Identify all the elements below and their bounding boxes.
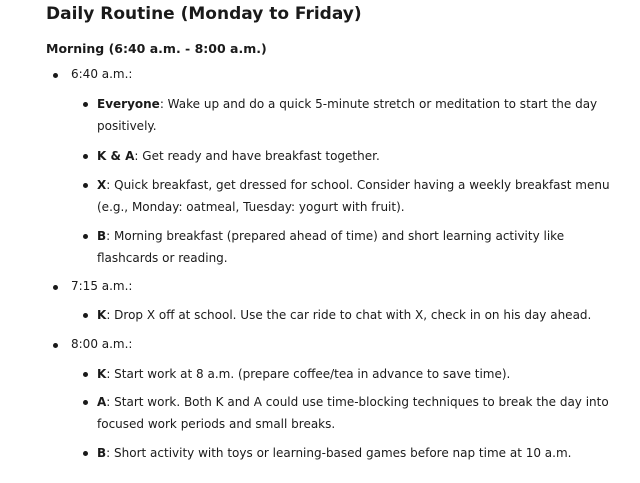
item-text: : Short activity with toys or learning-based games before nap time at 10 a.m. [106, 446, 572, 460]
page-title: Daily Routine (Monday to Friday) [46, 4, 362, 24]
item-text: : Get ready and have breakfast together. [134, 149, 380, 163]
bullet-dot [83, 451, 88, 456]
person-label: K [97, 367, 107, 381]
time-label: 8:00 a.m.: [71, 337, 133, 351]
section-heading: Morning (6:40 a.m. - 8:00 a.m.) [46, 41, 267, 56]
bullet-dot [53, 343, 58, 348]
list-item [97, 93, 617, 137]
list-item [97, 174, 617, 218]
person-label: X [97, 178, 107, 192]
bullet-dot [83, 400, 88, 405]
bullet-dot [83, 313, 88, 318]
bullet-dot [83, 102, 88, 107]
bullet-dot [83, 372, 88, 377]
item-text: : Start work at 8 a.m. (prepare coffee/tea in advance to save time). [106, 367, 511, 381]
list-item [97, 363, 617, 385]
bullet-dot [53, 73, 58, 78]
bullet-dot [83, 183, 88, 188]
person-label: B [97, 229, 107, 243]
person-label: K & A [97, 149, 135, 163]
person-label: A [97, 395, 107, 409]
person-label: Everyone [97, 97, 160, 111]
item-text: : Quick breakfast, get dressed for school. Consider having a weekly breakfast menu (e.g., Monday: oatmeal, Tuesday: yogurt with fruit). [97, 178, 610, 214]
person-label: B [97, 446, 107, 460]
list-item [97, 304, 617, 326]
list-item [97, 391, 617, 435]
item-text: : Morning breakfast (prepared ahead of time) and short learning activity like flashcards or reading. [97, 229, 565, 265]
list-item [97, 145, 617, 167]
bullet-dot [83, 154, 88, 159]
time-label: 7:15 a.m.: [71, 279, 133, 293]
list-item [97, 225, 617, 269]
bullet-dot [83, 234, 88, 239]
item-text: : Drop X off at school. Use the car ride to chat with X, check in on his day ahead. [106, 308, 592, 322]
list-item [97, 442, 617, 464]
item-text: : Start work. Both K and A could use time-blocking techniques to break the day into focused work periods and small breaks. [97, 395, 609, 431]
time-label: 6:40 a.m.: [71, 67, 133, 81]
item-text: : Wake up and do a quick 5-minute stretch or meditation to start the day positively. [97, 97, 598, 133]
bullet-dot [53, 285, 58, 290]
person-label: K [97, 308, 107, 322]
